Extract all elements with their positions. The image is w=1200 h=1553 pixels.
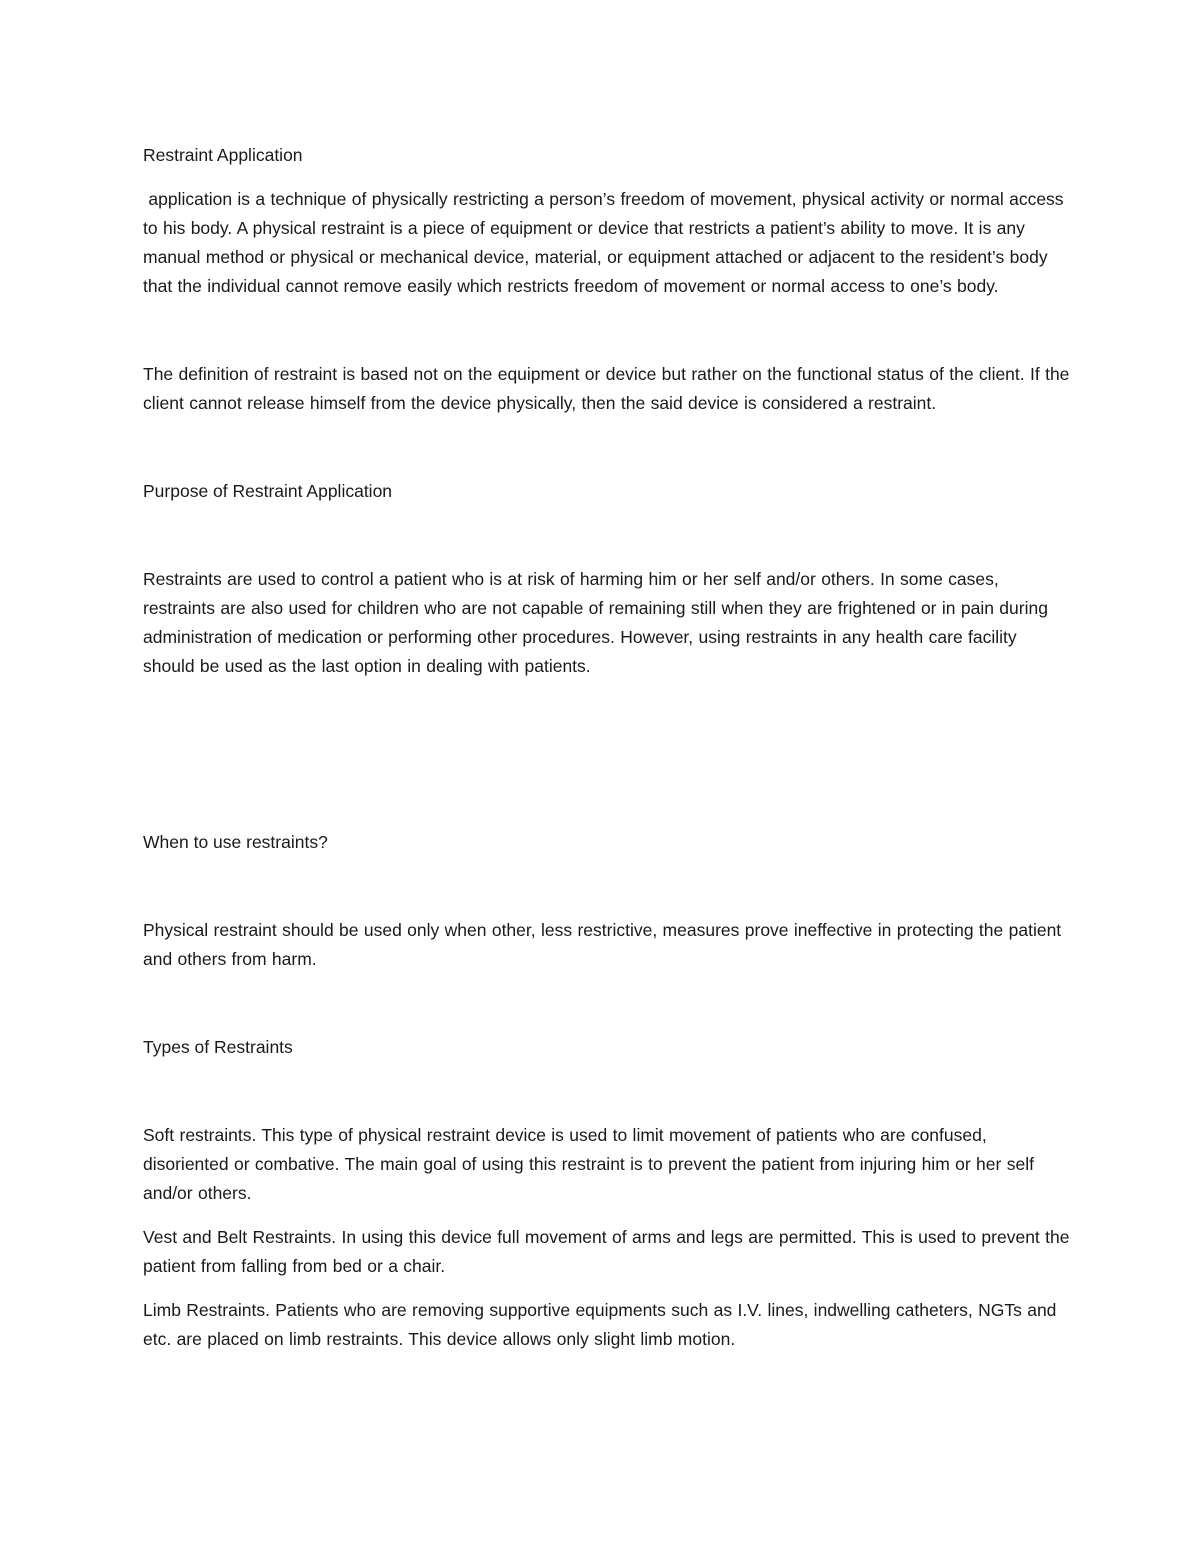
blank-lines xyxy=(143,696,1073,828)
paragraph-vest-belt-restraints: Vest and Belt Restraints. In using this device full movement of arms and legs are permitted. This is used to prevent the patient from falling from bed or a chair. xyxy=(143,1227,1075,1276)
heading-when-to-use: When to use restraints? xyxy=(143,832,328,852)
paragraph-definition: The definition of restraint is based not on the equipment or device but rather on the functional status of the client. If the client cannot release himself from the device physically, then the said device is considered a restraint. xyxy=(143,364,1075,413)
blank-line xyxy=(143,872,1073,916)
doc-title: Restraint Application xyxy=(143,145,303,165)
heading-types: Types of Restraints xyxy=(143,1037,293,1057)
blank-line xyxy=(143,521,1073,565)
blank-line xyxy=(143,316,1073,360)
paragraph-intro: application is a technique of physically restricting a person’s freedom of movement, physical activity or normal access to his body. A physical restraint is a piece of equipment or device that restricts a patient’s ability to move. It is any manual method or physical or mechanical device, material, or equipment attached or adjacent to the resident’s body that the individual cannot remove easily which restricts freedom of movement or normal access to one’s body. xyxy=(143,189,1069,296)
blank-line xyxy=(143,989,1073,1033)
paragraph-limb-restraints: Limb Restraints. Patients who are removing supportive equipments such as I.V. lines, indwelling catheters, NGTs and etc. are placed on limb restraints. This device allows only slight limb motion. xyxy=(143,1300,1062,1349)
paragraph-when-to-use: Physical restraint should be used only when other, less restrictive, measures prove ineffective in protecting the patient and others from harm. xyxy=(143,920,1067,969)
paragraph-purpose: Restraints are used to control a patient who is at risk of harming him or her self and/or others. In some cases, restraints are also used for children who are not capable of remaining still when they are frightened or in pain during administration of medication or performing other procedures. However, using restraints in any health care facility should be used as the last option in dealing with patients. xyxy=(143,569,1054,676)
blank-line xyxy=(143,1077,1073,1121)
paragraph-soft-restraints: Soft restraints. This type of physical restraint device is used to limit movement of patients who are confused, disoriented or combative. The main goal of using this restraint is to prevent the patient from injuring him or her self and/or others. xyxy=(143,1125,1040,1203)
heading-purpose: Purpose of Restraint Application xyxy=(143,481,393,501)
blank-line xyxy=(143,433,1073,477)
